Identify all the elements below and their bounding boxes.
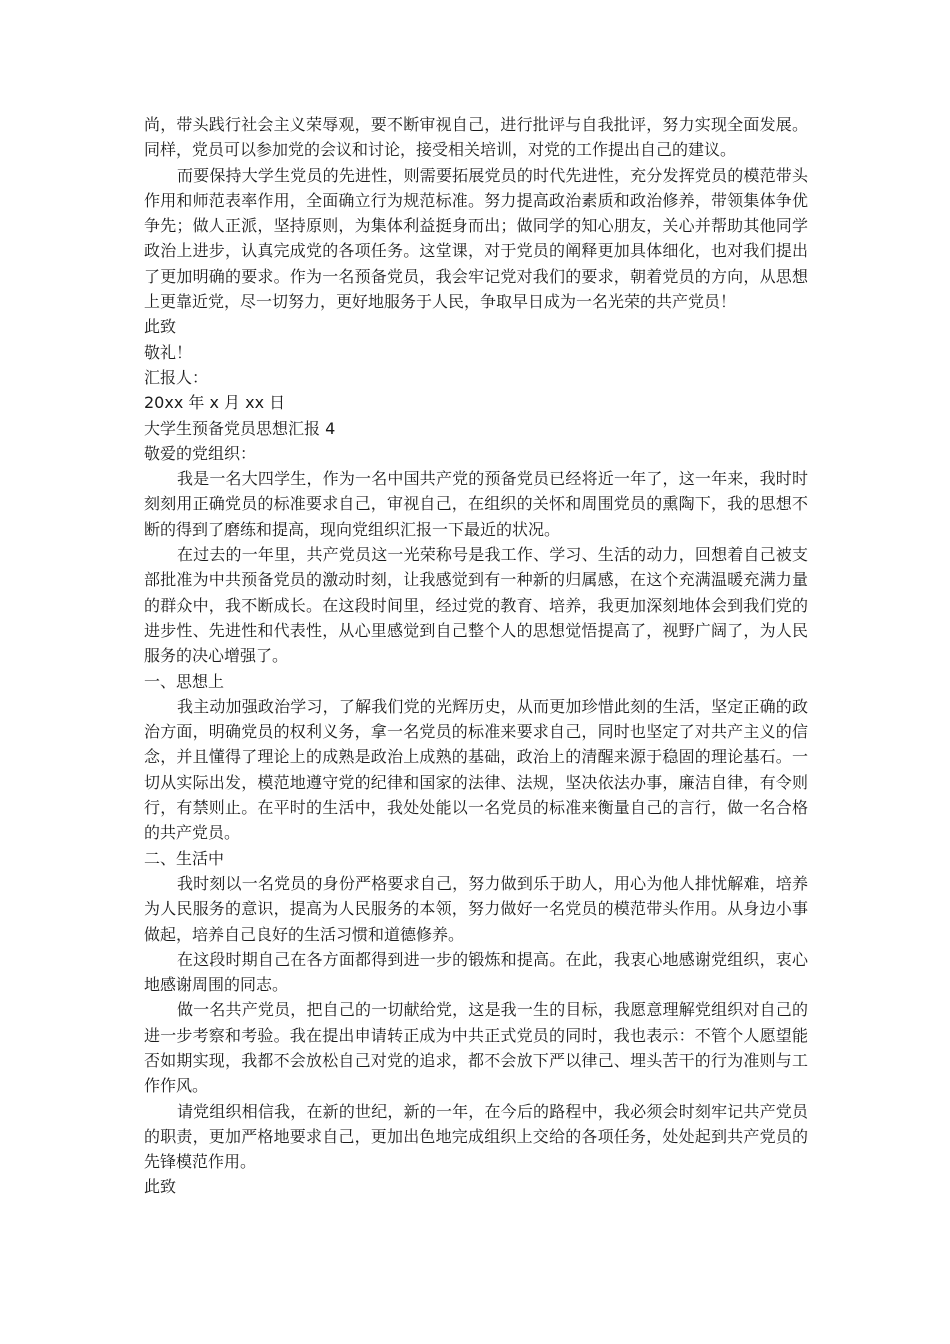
closing-respect: 敬礼！ — [144, 342, 193, 362]
paragraph-thanks: 在这段时期自己在各方面都得到进一步的锻炼和提高。在此，我衷心地感谢党组织，衷心地感谢周围的同志。 — [144, 949, 808, 995]
section-heading-life: 二、生活中 — [144, 848, 225, 868]
closing-salutation-2: 此致 — [144, 1177, 177, 1197]
paragraph-goal: 做一名共产党员，把自己的一切献给党，这是我一生的目标，我愿意理解党组织对自己的进一步考察和考验。我在提出申请转正成为中共正式党员的同时，我也表示：不管个人愿望能否如期实现，我都不会放松自己对党的追求，都不会放下严以律己、埋头苦干的行为准则与工作作风。 — [144, 1000, 808, 1096]
closing-salutation: 此致 — [144, 317, 177, 337]
report-title: 大学生预备党员思想汇报 4 — [144, 418, 336, 438]
paragraph-intro: 我是一名大四学生，作为一名中国共产党的预备党员已经将近一年了，这一年来，我时时刻刻用正确党员的标准要求自己，审视自己，在组织的关怀和周围党员的熏陶下，我的思想不断的得到了磨练和提高，现向党组织汇报一下最近的状况。 — [144, 469, 808, 539]
reporter-label: 汇报人： — [144, 367, 209, 387]
paragraph-life: 我时刻以一名党员的身份严格要求自己，努力做到乐于助人，用心为他人排忧解难，培养为人民服务的意识，提高为人民服务的本领，努力做好一名党员的模范带头作用。从身边小事做起，培养自己良好的生活习惯和道德修养。 — [144, 873, 808, 944]
document-body — [144, 112, 808, 1200]
paragraph-past-year: 在过去的一年里，共产党员这一光荣称号是我工作、学习、生活的动力，回想着自己被支部批准为中共预备党员的激动时刻，让我感觉到有一种新的归属感，在这个充满温暖充满力量的群众中，我不断成长。在这段时间里，经过党的教育、培养，我更加深刻地体会到我们党的进步性、先进性和代表性，从心里感觉到自己整个人的思想觉悟提高了，视野广阔了，为人民服务的决心增强了。 — [144, 545, 808, 666]
report-date: 20xx 年 x 月 xx 日 — [144, 393, 286, 413]
paragraph-commitment: 请党组织相信我，在新的世纪，新的一年，在今后的路程中，我必须会时刻牢记共产党员的职责，更加严格地要求自己，更加出色地完成组织上交给的各项任务，处处起到共产党员的先锋模范作用。 — [144, 1101, 808, 1172]
paragraph-thought: 我主动加强政治学习，了解我们党的光辉历史，从而更加珍惜此刻的生活，坚定正确的政治方面，明确党员的权利义务，拿一名党员的标准来要求自己，同时也坚定了对共产主义的信念，并且懂得了理论上的成熟是政治上成熟的基础，政治上的清醒来源于稳固的理论基石。一切从实际出发，模范地遵守党的纪律和国家的法律、法规，坚决依法办事，廉洁自律，有令则行，有禁则止。在平时的生活中，我处处能以一名党员的标准来衡量自己的言行，做一名合格的共产党员。 — [144, 696, 808, 843]
paragraph-continuation: 尚，带头践行社会主义荣辱观，要不断审视自己，进行批评与自我批评，努力实现全面发展。同样，党员可以参加党的会议和讨论，接受相关培训，对党的工作提出自己的建议。 — [144, 115, 808, 160]
paragraph-advancement: 而要保持大学生党员的先进性，则需要拓展党员的时代先进性，充分发挥党员的模范带头作用和师范表率作用，全面确立行为规范标准。努力提高政治素质和政治修养，带领集体争优争先；做人正派，坚持原则，为集体利益挺身而出；做同学的知心朋友，关心并帮助其他同学政治上进步，认真完成党的各项任务。这堂课，对于党员的阐释更加具体细化，也对我们提出了更加明确的要求。作为一名预备党员，我会牢记党对我们的要求，朝着党员的方向，从思想上更靠近党，尽一切努力，更好地服务于人民，争取早日成为一名光荣的共产党员！ — [144, 165, 808, 312]
section-heading-thought: 一、思想上 — [144, 671, 225, 691]
greeting: 敬爱的党组织： — [144, 443, 257, 463]
